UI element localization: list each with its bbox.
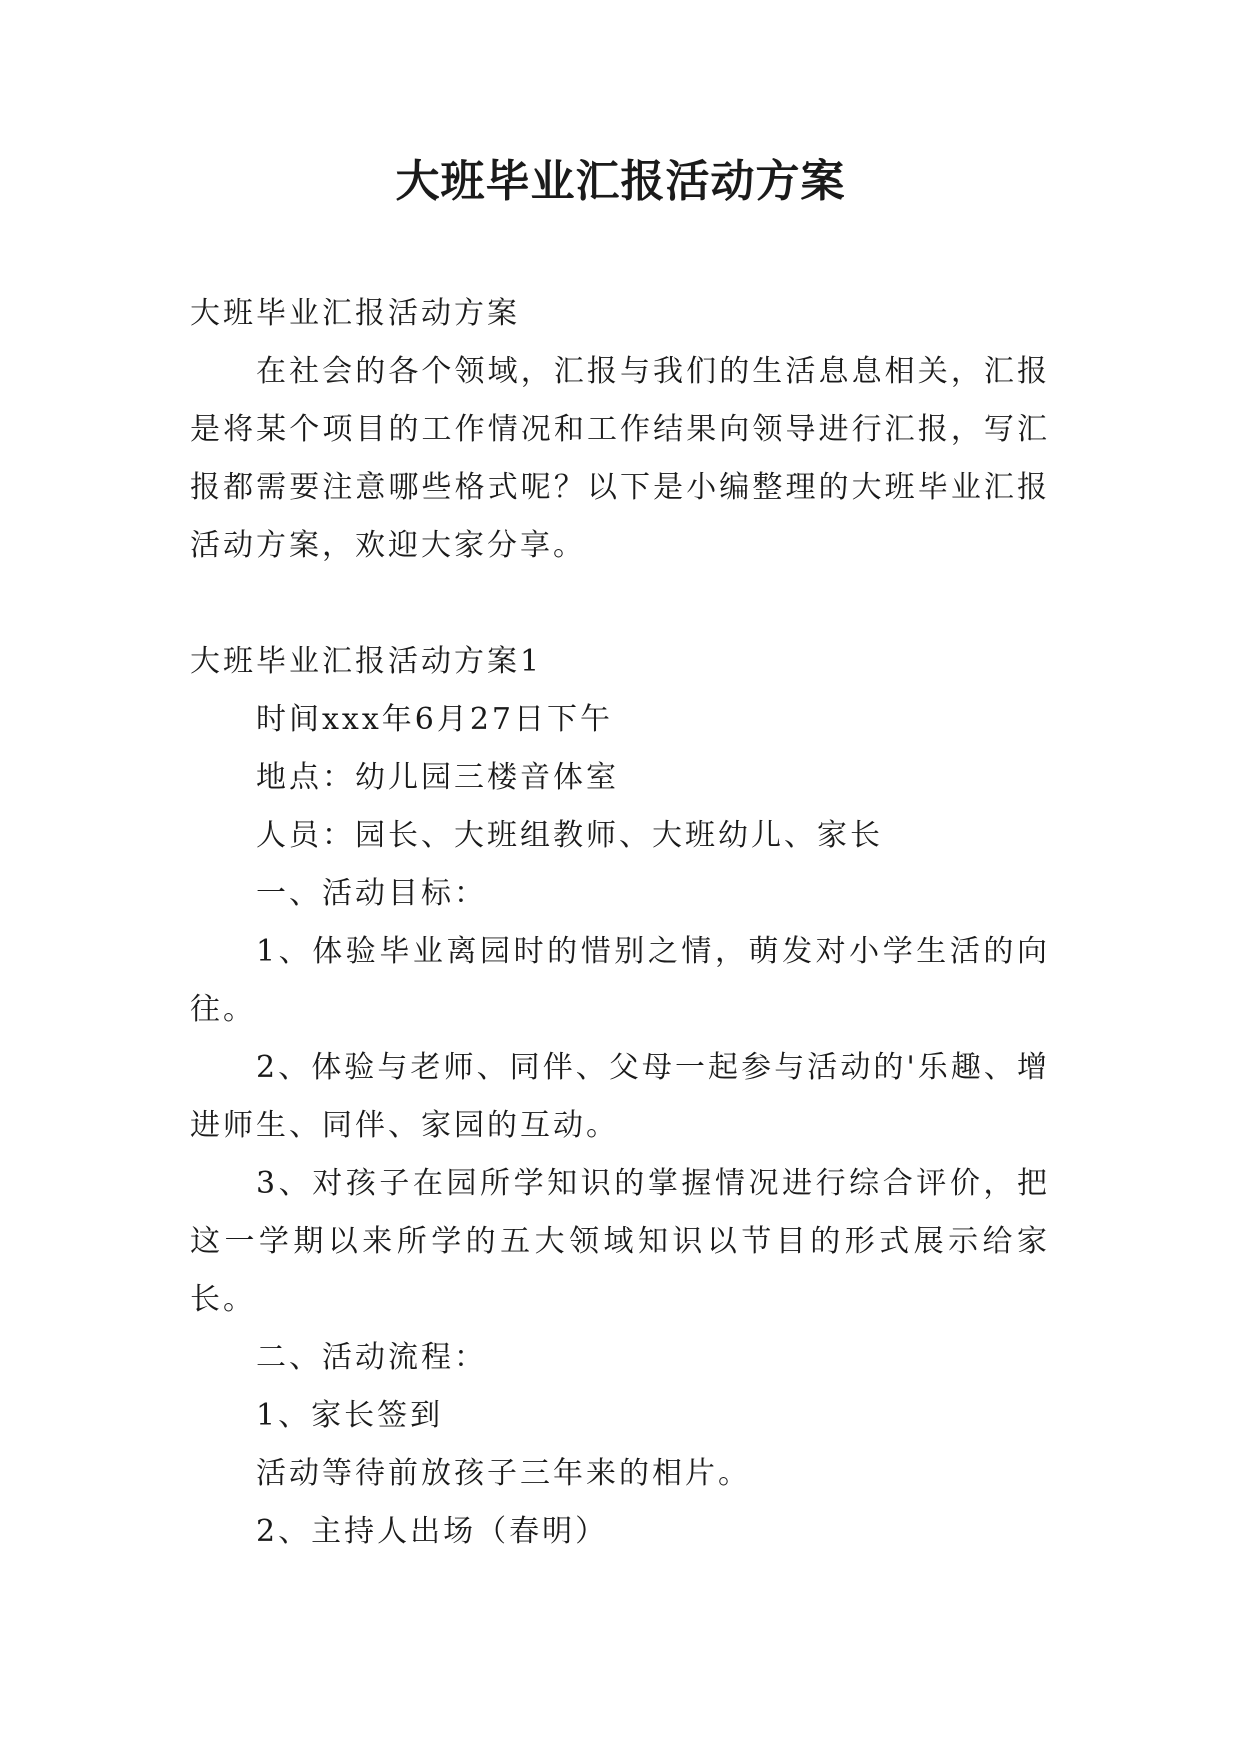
- document-body: [190, 285, 1050, 1561]
- subtitle: 大班毕业汇报活动方案: [190, 296, 520, 331]
- event-place: 地点：幼儿园三楼音体室: [256, 760, 619, 795]
- document-title: 大班毕业汇报活动方案: [395, 156, 846, 207]
- goal-item-2: 2、体验与老师、同伴、父母一起参与活动的'乐趣、增进师生、同伴、家园的互动。: [190, 1050, 1050, 1143]
- process-step-1-detail: 活动等待前放孩子三年来的相片。: [256, 1456, 751, 1491]
- goal-item-1: 1、体验毕业离园时的惜别之情，萌发对小学生活的向往。: [190, 934, 1050, 1027]
- section-heading: 大班毕业汇报活动方案1: [190, 644, 543, 679]
- process-heading: 二、活动流程：: [256, 1340, 487, 1375]
- intro-paragraph: 在社会的各个领域，汇报与我们的生活息息相关，汇报是将某个项目的工作情况和工作结果向领导进行汇报，写汇报都需要注意哪些格式呢？以下是小编整理的大班毕业汇报活动方案，欢迎大家分享。: [190, 354, 1050, 563]
- event-time: 时间xxx年6月27日下午: [256, 702, 614, 737]
- spacer: [190, 575, 1050, 633]
- process-step-2: 2、主持人出场（春明）: [256, 1514, 609, 1549]
- goal-item-3: 3、对孩子在园所学知识的掌握情况进行综合评价，把这一学期以来所学的五大领域知识以节目的形式展示给家长。: [190, 1166, 1050, 1317]
- event-people: 人员：园长、大班组教师、大班幼儿、家长: [256, 818, 883, 853]
- goals-heading: 一、活动目标：: [256, 876, 487, 911]
- process-step-1: 1、家长签到: [256, 1398, 444, 1433]
